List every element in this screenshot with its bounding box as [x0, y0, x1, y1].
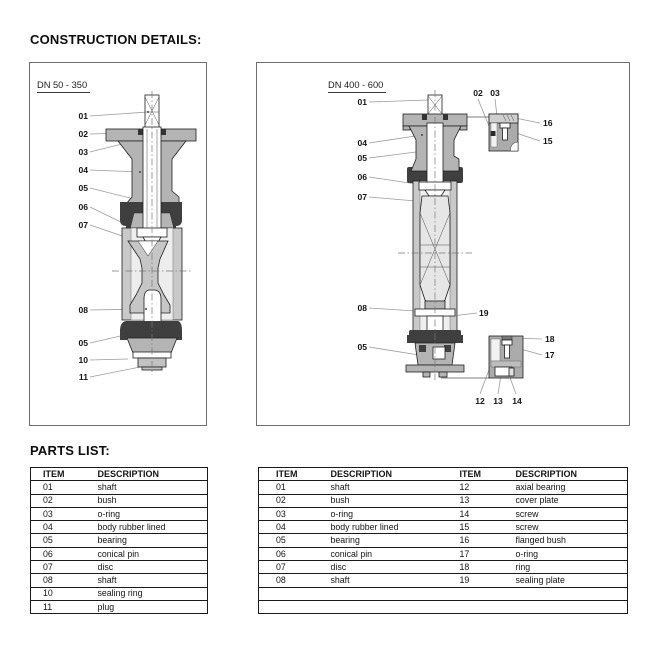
- table-cell: 05: [259, 534, 331, 547]
- table-cell: [460, 600, 516, 613]
- table-cell: 03: [259, 507, 331, 520]
- table-row: [259, 587, 628, 600]
- table-cell: bush: [98, 494, 208, 507]
- table-cell: 04: [31, 521, 98, 534]
- detail-inset-bottom: [489, 336, 523, 378]
- table-row: [31, 561, 208, 574]
- table-row: [259, 534, 628, 547]
- table-cell: 07: [31, 561, 98, 574]
- table-cell: axial bearing: [516, 481, 628, 494]
- table-cell: 17: [460, 547, 516, 560]
- column-header: DESCRIPTION: [516, 468, 628, 481]
- table-cell: 14: [460, 507, 516, 520]
- table-cell: shaft: [331, 481, 460, 494]
- callout-15: 15: [543, 136, 553, 146]
- detail-inset-top: [489, 114, 518, 151]
- table-row: [259, 561, 628, 574]
- table-row: [31, 547, 208, 560]
- callout-02: 02: [473, 88, 483, 98]
- callout-08: 08: [357, 303, 367, 313]
- table-cell: [516, 587, 628, 600]
- table-cell: flanged bush: [516, 534, 628, 547]
- table-cell: o-ring: [516, 547, 628, 560]
- callout-08: 08: [78, 305, 88, 315]
- table-row: [31, 600, 208, 613]
- table-row: [31, 574, 208, 587]
- table-cell: 01: [31, 481, 98, 494]
- table-cell: shaft: [98, 481, 208, 494]
- callout-07: 07: [357, 192, 367, 202]
- table-cell: 13: [460, 494, 516, 507]
- table-row: [259, 481, 628, 494]
- table-cell: disc: [98, 561, 208, 574]
- callout-07: 07: [78, 220, 88, 230]
- table-cell: body rubber lined: [98, 521, 208, 534]
- valve-drawing-dn400-600: [257, 63, 627, 423]
- callout-05b: 05: [357, 342, 367, 352]
- callout-01: 01: [78, 111, 88, 121]
- table-cell: sealing plate: [516, 574, 628, 587]
- callout-03: 03: [78, 147, 88, 157]
- callout-18: 18: [545, 334, 555, 344]
- table-cell: 12: [460, 481, 516, 494]
- table-cell: conical pin: [331, 547, 460, 560]
- table-header-row: [259, 468, 628, 481]
- table-cell: 03: [31, 507, 98, 520]
- callout-10: 10: [78, 355, 88, 365]
- table-header-row: [31, 468, 208, 481]
- table-cell: bush: [331, 494, 460, 507]
- table-cell: 10: [31, 587, 98, 600]
- table-cell: [259, 600, 331, 613]
- table-cell: 02: [31, 494, 98, 507]
- table-cell: [460, 587, 516, 600]
- table-row: [31, 507, 208, 520]
- table-cell: ring: [516, 561, 628, 574]
- table-cell: 16: [460, 534, 516, 547]
- callout-05: 05: [357, 153, 367, 163]
- column-header: DESCRIPTION: [331, 468, 460, 481]
- table-cell: 08: [31, 574, 98, 587]
- table-cell: 01: [259, 481, 331, 494]
- table-row: [31, 494, 208, 507]
- callout-14: 14: [512, 396, 522, 406]
- callout-06: 06: [357, 172, 367, 182]
- table-row: [259, 507, 628, 520]
- table-cell: shaft: [331, 574, 460, 587]
- table-cell: 18: [460, 561, 516, 574]
- table-row: [31, 587, 208, 600]
- parts-list-title: PARTS LIST:: [30, 443, 110, 458]
- column-header: ITEM: [259, 468, 331, 481]
- callout-03: 03: [490, 88, 500, 98]
- table-cell: body rubber lined: [331, 521, 460, 534]
- table-row: [259, 494, 628, 507]
- callout-12: 12: [475, 396, 485, 406]
- column-header: ITEM: [31, 468, 98, 481]
- callout-19: 19: [479, 308, 489, 318]
- callout-16: 16: [543, 118, 553, 128]
- table-cell: screw: [516, 521, 628, 534]
- callout-05: 05: [78, 183, 88, 193]
- callout-labels-left: [78, 111, 88, 382]
- table-cell: 11: [31, 600, 98, 613]
- column-header: ITEM: [460, 468, 516, 481]
- table-cell: o-ring: [331, 507, 460, 520]
- table-cell: bearing: [98, 534, 208, 547]
- table-cell: 15: [460, 521, 516, 534]
- table-cell: o-ring: [98, 507, 208, 520]
- table-cell: shaft: [98, 574, 208, 587]
- diagram-box-dn400-600: [256, 62, 630, 426]
- table-row: [259, 547, 628, 560]
- valve-drawing-dn50-350: [30, 63, 204, 423]
- table-cell: plug: [98, 600, 208, 613]
- table-cell: cover plate: [516, 494, 628, 507]
- callout-06: 06: [78, 202, 88, 212]
- table-cell: 19: [460, 574, 516, 587]
- callout-04: 04: [357, 138, 367, 148]
- table-cell: [331, 587, 460, 600]
- table-row: [31, 534, 208, 547]
- callout-17: 17: [545, 350, 555, 360]
- table-cell: 05: [31, 534, 98, 547]
- table-cell: 07: [259, 561, 331, 574]
- parts-table-left: [30, 467, 208, 614]
- table-row: [259, 600, 628, 613]
- table-cell: disc: [331, 561, 460, 574]
- table-cell: 08: [259, 574, 331, 587]
- table-row: [259, 574, 628, 587]
- valve-cross-section-left: [106, 95, 196, 370]
- dn-range-caption-right: DN 400 - 600: [328, 80, 386, 93]
- table-cell: screw: [516, 507, 628, 520]
- table-row: [259, 521, 628, 534]
- table-cell: conical pin: [98, 547, 208, 560]
- table-cell: 02: [259, 494, 331, 507]
- table-cell: sealing ring: [98, 587, 208, 600]
- construction-details-title: CONSTRUCTION DETAILS:: [30, 32, 202, 47]
- callout-13: 13: [493, 396, 503, 406]
- diagram-box-dn50-350: [29, 62, 207, 426]
- dn-range-caption-left: DN 50 - 350: [37, 80, 90, 93]
- callout-05b: 05: [78, 338, 88, 348]
- table-row: [31, 521, 208, 534]
- table-cell: [331, 600, 460, 613]
- table-cell: 06: [259, 547, 331, 560]
- table-cell: 04: [259, 521, 331, 534]
- table-cell: [516, 600, 628, 613]
- callout-01: 01: [357, 97, 367, 107]
- callout-11: 11: [78, 372, 88, 382]
- parts-table-right: [258, 467, 628, 614]
- table-cell: [259, 587, 331, 600]
- callout-04: 04: [78, 165, 88, 175]
- table-cell: 06: [31, 547, 98, 560]
- column-header: DESCRIPTION: [98, 468, 208, 481]
- callout-02: 02: [78, 129, 88, 139]
- table-cell: bearing: [331, 534, 460, 547]
- table-row: [31, 481, 208, 494]
